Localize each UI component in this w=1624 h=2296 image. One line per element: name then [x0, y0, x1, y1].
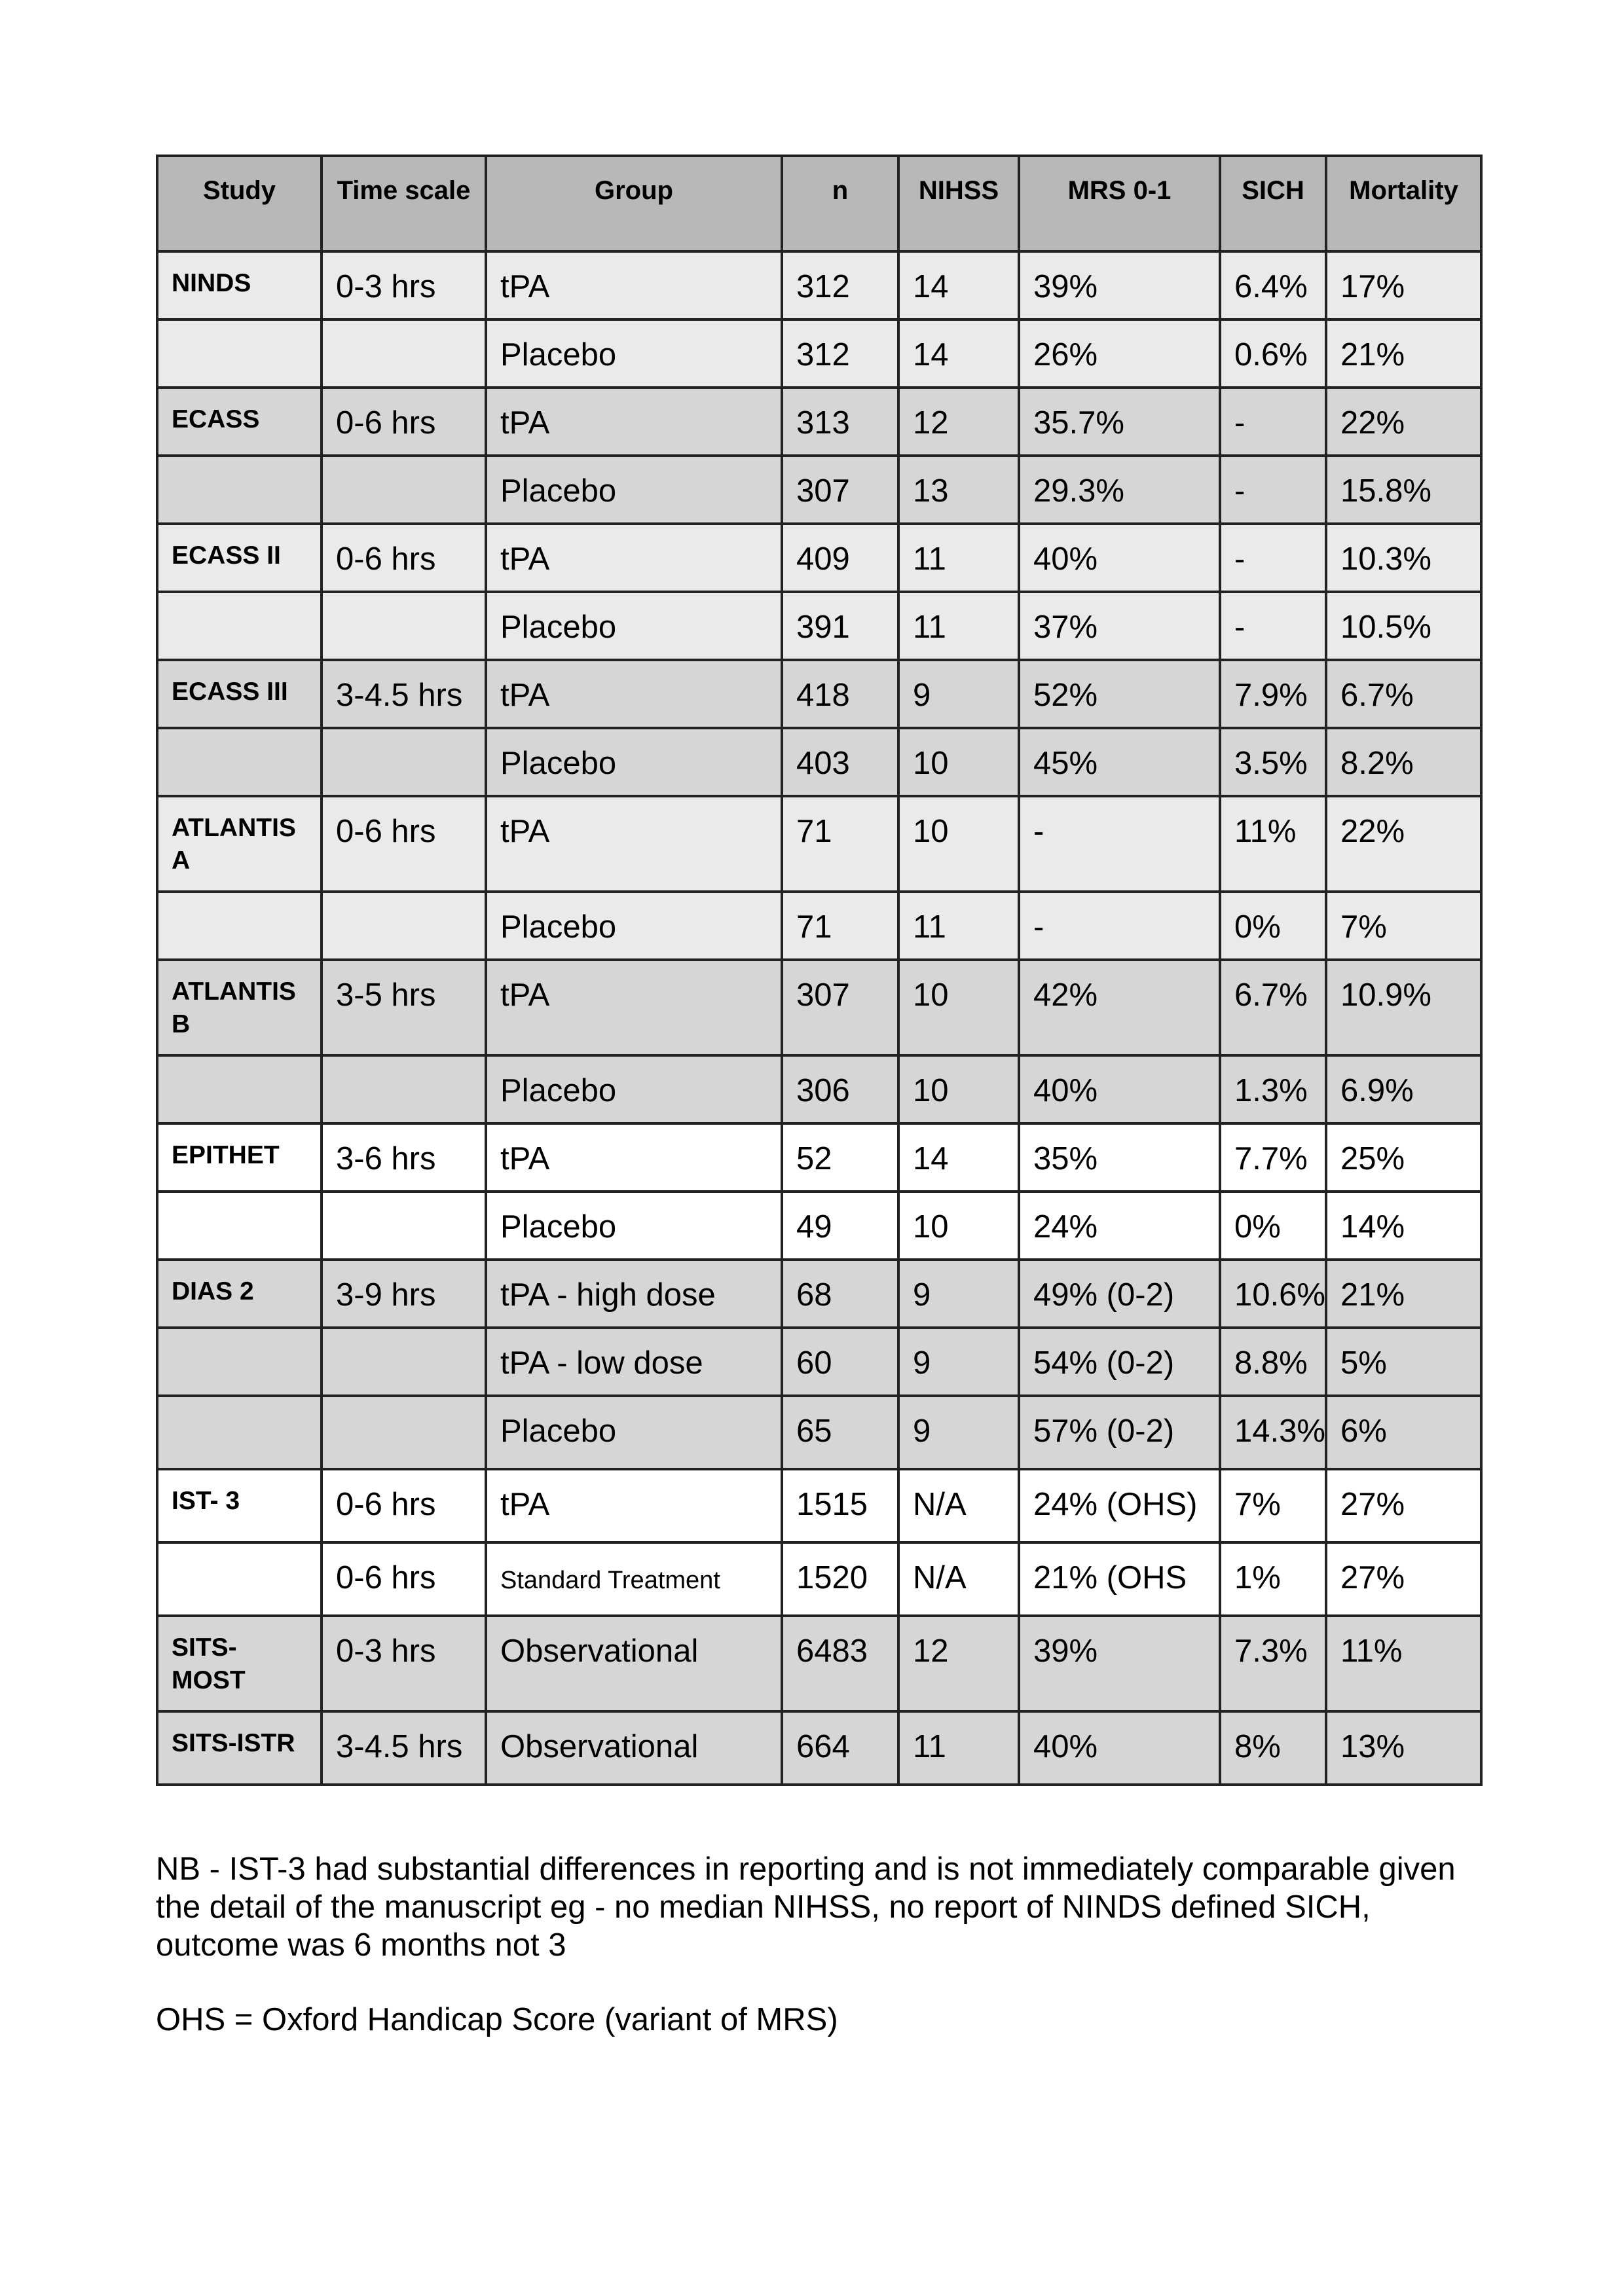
- cell-n: 307: [782, 456, 898, 524]
- cell-n: 71: [782, 892, 898, 960]
- cell-sich: 0%: [1220, 892, 1326, 960]
- table-row: [157, 388, 1481, 456]
- cell-sich: 7.9%: [1220, 660, 1326, 728]
- cell-sich: 6.4%: [1220, 251, 1326, 319]
- cell-n: 391: [782, 592, 898, 660]
- table-row: [157, 1328, 1481, 1396]
- cell-nihss: 9: [898, 660, 1019, 728]
- cell-group: tPA: [486, 796, 782, 892]
- cell-group: tPA: [486, 960, 782, 1055]
- cell-mrs: 24%: [1019, 1192, 1220, 1260]
- table-row: [157, 1123, 1481, 1192]
- cell-n: 1520: [782, 1542, 898, 1616]
- cell-mrs: 57% (0-2): [1019, 1396, 1220, 1469]
- cell-sich: 0.6%: [1220, 319, 1326, 388]
- cell-n: 1515: [782, 1469, 898, 1542]
- cell-study: [157, 1542, 322, 1616]
- cell-nihss: 14: [898, 251, 1019, 319]
- table-row: [157, 1055, 1481, 1123]
- cell-group: Observational: [486, 1711, 782, 1785]
- cell-study: [157, 1192, 322, 1260]
- cell-sich: -: [1220, 388, 1326, 456]
- cell-mrs: 52%: [1019, 660, 1220, 728]
- cell-study: [157, 728, 322, 796]
- cell-study: [157, 1396, 322, 1469]
- table-row: [157, 1711, 1481, 1785]
- cell-time-scale: [322, 728, 486, 796]
- cell-sich: 0%: [1220, 1192, 1326, 1260]
- table-row: [157, 1542, 1481, 1616]
- cell-mortality: 6.9%: [1326, 1055, 1481, 1123]
- cell-study: [157, 1328, 322, 1396]
- cell-sich: 10.6%: [1220, 1260, 1326, 1328]
- cell-time-scale: [322, 1396, 486, 1469]
- cell-time-scale: 0-6 hrs: [322, 1469, 486, 1542]
- cell-mrs: 54% (0-2): [1019, 1328, 1220, 1396]
- cell-mortality: 17%: [1326, 251, 1481, 319]
- cell-time-scale: [322, 319, 486, 388]
- cell-study: ECASS III: [157, 660, 322, 728]
- cell-group: Placebo: [486, 892, 782, 960]
- cell-time-scale: [322, 892, 486, 960]
- cell-time-scale: [322, 592, 486, 660]
- cell-nihss: N/A: [898, 1469, 1019, 1542]
- cell-group: tPA: [486, 524, 782, 592]
- table-row: [157, 251, 1481, 319]
- cell-mortality: 21%: [1326, 319, 1481, 388]
- cell-time-scale: 0-6 hrs: [322, 796, 486, 892]
- cell-group: tPA: [486, 1123, 782, 1192]
- header-study: Study: [157, 156, 322, 251]
- cell-n: 49: [782, 1192, 898, 1260]
- cell-study: [157, 456, 322, 524]
- table-row: [157, 592, 1481, 660]
- cell-time-scale: [322, 1055, 486, 1123]
- cell-nihss: 9: [898, 1328, 1019, 1396]
- cell-group: Placebo: [486, 728, 782, 796]
- cell-sich: 1%: [1220, 1542, 1326, 1616]
- cell-group: tPA - low dose: [486, 1328, 782, 1396]
- cell-group: Placebo: [486, 592, 782, 660]
- table-row: [157, 796, 1481, 892]
- note-nb: NB - IST-3 had substantial differences in reporting and is not immediately comparable given the detail of the manuscript eg - no median NIHSS, no report of NINDS defined SICH, outcome was 6 months not 3: [156, 1851, 1456, 1963]
- table-row: [157, 960, 1481, 1055]
- cell-mrs: 29.3%: [1019, 456, 1220, 524]
- cell-nihss: 10: [898, 728, 1019, 796]
- cell-mrs: 35%: [1019, 1123, 1220, 1192]
- cell-n: 68: [782, 1260, 898, 1328]
- cell-n: 418: [782, 660, 898, 728]
- cell-time-scale: 3-4.5 hrs: [322, 660, 486, 728]
- cell-study: [157, 892, 322, 960]
- cell-n: 664: [782, 1711, 898, 1785]
- cell-nihss: 9: [898, 1260, 1019, 1328]
- cell-sich: 7.7%: [1220, 1123, 1326, 1192]
- cell-study: ATLANTIS B: [157, 960, 322, 1055]
- header-nihss: NIHSS: [898, 156, 1019, 251]
- cell-n: 306: [782, 1055, 898, 1123]
- cell-group: Placebo: [486, 1192, 782, 1260]
- cell-nihss: 11: [898, 592, 1019, 660]
- header-time-scale: Time scale: [322, 156, 486, 251]
- cell-nihss: 11: [898, 892, 1019, 960]
- cell-time-scale: [322, 1192, 486, 1260]
- cell-time-scale: 0-3 hrs: [322, 251, 486, 319]
- cell-sich: 7%: [1220, 1469, 1326, 1542]
- cell-time-scale: 0-6 hrs: [322, 388, 486, 456]
- cell-nihss: 10: [898, 1055, 1019, 1123]
- cell-study: [157, 1055, 322, 1123]
- cell-study: ECASS II: [157, 524, 322, 592]
- header-mrs: MRS 0-1: [1019, 156, 1220, 251]
- cell-time-scale: 3-4.5 hrs: [322, 1711, 486, 1785]
- table-row: [157, 892, 1481, 960]
- cell-nihss: 12: [898, 388, 1019, 456]
- cell-mortality: 7%: [1326, 892, 1481, 960]
- cell-sich: 3.5%: [1220, 728, 1326, 796]
- cell-group: Standard Treatment: [486, 1542, 782, 1616]
- table-row: [157, 1396, 1481, 1469]
- table-row: [157, 660, 1481, 728]
- cell-sich: 6.7%: [1220, 960, 1326, 1055]
- cell-n: 403: [782, 728, 898, 796]
- cell-study: SITS-ISTR: [157, 1711, 322, 1785]
- trial-table: [156, 155, 1483, 1786]
- cell-sich: 1.3%: [1220, 1055, 1326, 1123]
- cell-sich: 14.3%: [1220, 1396, 1326, 1469]
- cell-sich: 7.3%: [1220, 1616, 1326, 1711]
- header-sich: SICH: [1220, 156, 1326, 251]
- cell-time-scale: 0-6 hrs: [322, 1542, 486, 1616]
- cell-sich: 8%: [1220, 1711, 1326, 1785]
- cell-group: Placebo: [486, 1055, 782, 1123]
- cell-mortality: 10.3%: [1326, 524, 1481, 592]
- header-group: Group: [486, 156, 782, 251]
- cell-nihss: 11: [898, 524, 1019, 592]
- cell-mortality: 22%: [1326, 388, 1481, 456]
- cell-mortality: 13%: [1326, 1711, 1481, 1785]
- table-row: [157, 319, 1481, 388]
- cell-n: 65: [782, 1396, 898, 1469]
- cell-mrs: -: [1019, 796, 1220, 892]
- cell-mrs: 39%: [1019, 251, 1220, 319]
- cell-time-scale: [322, 1328, 486, 1396]
- header-mortality: Mortality: [1326, 156, 1481, 251]
- cell-group: Placebo: [486, 456, 782, 524]
- table-row: [157, 1192, 1481, 1260]
- cell-n: 71: [782, 796, 898, 892]
- cell-study: [157, 592, 322, 660]
- cell-study: ATLANTIS A: [157, 796, 322, 892]
- cell-study: NINDS: [157, 251, 322, 319]
- cell-mrs: 24% (OHS): [1019, 1469, 1220, 1542]
- cell-mrs: 21% (OHS: [1019, 1542, 1220, 1616]
- cell-n: 312: [782, 319, 898, 388]
- cell-sich: 8.8%: [1220, 1328, 1326, 1396]
- cell-group: Placebo: [486, 1396, 782, 1469]
- cell-nihss: 14: [898, 1123, 1019, 1192]
- cell-mrs: 45%: [1019, 728, 1220, 796]
- cell-group: tPA: [486, 1469, 782, 1542]
- cell-mortality: 15.8%: [1326, 456, 1481, 524]
- cell-sich: 11%: [1220, 796, 1326, 892]
- cell-mortality: 10.9%: [1326, 960, 1481, 1055]
- cell-mrs: 40%: [1019, 1711, 1220, 1785]
- cell-study: EPITHET: [157, 1123, 322, 1192]
- cell-n: 6483: [782, 1616, 898, 1711]
- cell-mrs: 39%: [1019, 1616, 1220, 1711]
- table-row: [157, 1616, 1481, 1711]
- cell-time-scale: [322, 456, 486, 524]
- table-row: [157, 456, 1481, 524]
- cell-mortality: 21%: [1326, 1260, 1481, 1328]
- table-row: [157, 1469, 1481, 1542]
- cell-time-scale: 0-3 hrs: [322, 1616, 486, 1711]
- cell-nihss: 9: [898, 1396, 1019, 1469]
- cell-mortality: 6.7%: [1326, 660, 1481, 728]
- cell-study: IST- 3: [157, 1469, 322, 1542]
- cell-group: Observational: [486, 1616, 782, 1711]
- cell-nihss: 13: [898, 456, 1019, 524]
- cell-nihss: 10: [898, 1192, 1019, 1260]
- cell-time-scale: 0-6 hrs: [322, 524, 486, 592]
- cell-mrs: 37%: [1019, 592, 1220, 660]
- cell-mrs: 42%: [1019, 960, 1220, 1055]
- header-n: n: [782, 156, 898, 251]
- cell-mortality: 8.2%: [1326, 728, 1481, 796]
- cell-mortality: 27%: [1326, 1542, 1481, 1616]
- cell-nihss: 10: [898, 796, 1019, 892]
- cell-n: 312: [782, 251, 898, 319]
- cell-study: SITS-MOST: [157, 1616, 322, 1711]
- cell-sich: -: [1220, 592, 1326, 660]
- cell-nihss: 11: [898, 1711, 1019, 1785]
- cell-mortality: 11%: [1326, 1616, 1481, 1711]
- cell-group: tPA - high dose: [486, 1260, 782, 1328]
- cell-group: Placebo: [486, 319, 782, 388]
- cell-nihss: 14: [898, 319, 1019, 388]
- cell-group: tPA: [486, 388, 782, 456]
- cell-time-scale: 3-6 hrs: [322, 1123, 486, 1192]
- cell-mortality: 6%: [1326, 1396, 1481, 1469]
- cell-nihss: 10: [898, 960, 1019, 1055]
- cell-study: [157, 319, 322, 388]
- table-row: [157, 728, 1481, 796]
- header-row: [157, 156, 1481, 251]
- cell-mrs: 49% (0-2): [1019, 1260, 1220, 1328]
- cell-sich: -: [1220, 456, 1326, 524]
- cell-nihss: N/A: [898, 1542, 1019, 1616]
- table-row: [157, 524, 1481, 592]
- cell-mrs: 40%: [1019, 524, 1220, 592]
- cell-mortality: 22%: [1326, 796, 1481, 892]
- cell-n: 409: [782, 524, 898, 592]
- cell-time-scale: 3-9 hrs: [322, 1260, 486, 1328]
- cell-nihss: 12: [898, 1616, 1019, 1711]
- cell-study: ECASS: [157, 388, 322, 456]
- note-ohs: OHS = Oxford Handicap Score (variant of MRS): [156, 2002, 838, 2037]
- cell-mortality: 27%: [1326, 1469, 1481, 1542]
- cell-mortality: 10.5%: [1326, 592, 1481, 660]
- cell-mortality: 14%: [1326, 1192, 1481, 1260]
- cell-n: 313: [782, 388, 898, 456]
- cell-group: tPA: [486, 660, 782, 728]
- cell-sich: -: [1220, 524, 1326, 592]
- cell-mrs: 35.7%: [1019, 388, 1220, 456]
- cell-n: 307: [782, 960, 898, 1055]
- cell-n: 60: [782, 1328, 898, 1396]
- cell-study: DIAS 2: [157, 1260, 322, 1328]
- cell-mortality: 5%: [1326, 1328, 1481, 1396]
- cell-n: 52: [782, 1123, 898, 1192]
- cell-mrs: 40%: [1019, 1055, 1220, 1123]
- cell-mrs: 26%: [1019, 319, 1220, 388]
- cell-mrs: -: [1019, 892, 1220, 960]
- table-row: [157, 1260, 1481, 1328]
- cell-group: tPA: [486, 251, 782, 319]
- cell-time-scale: 3-5 hrs: [322, 960, 486, 1055]
- cell-mortality: 25%: [1326, 1123, 1481, 1192]
